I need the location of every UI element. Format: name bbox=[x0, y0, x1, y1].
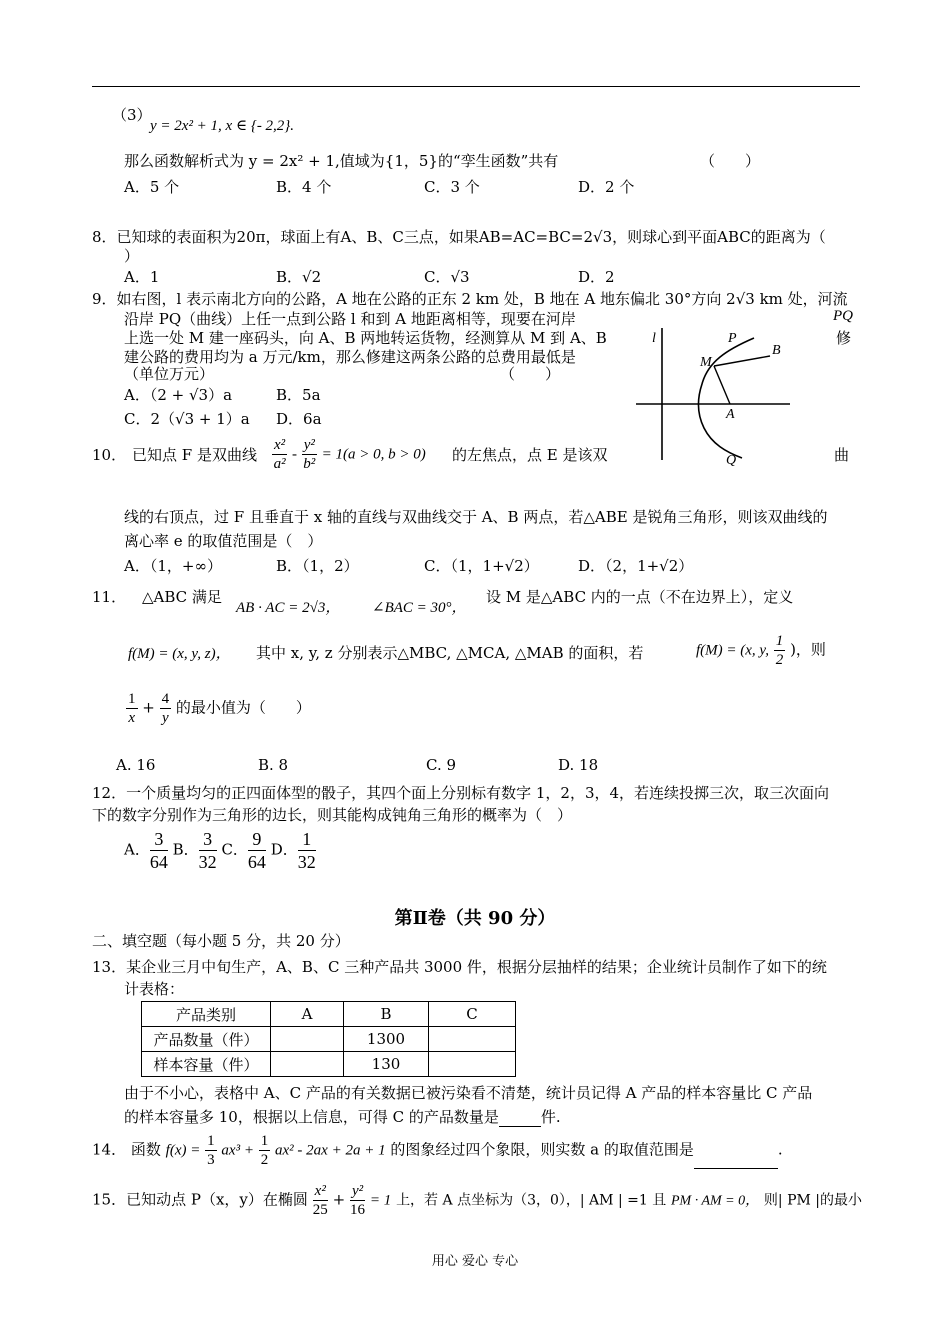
q10-tail: 的左焦点，点 E 是该双 bbox=[452, 446, 608, 464]
q12-option-d-num: 1 bbox=[298, 828, 316, 851]
q12-option-a-label: A． bbox=[124, 840, 150, 859]
q15-eq: = 1 bbox=[369, 1192, 392, 1209]
segment-ma bbox=[714, 366, 730, 404]
q9-option-d: D．6a bbox=[276, 410, 322, 428]
q9-stem-line4: 建公路的费用均为 a 万元/km，那么修建这两条公路的总费用最低是 bbox=[124, 348, 576, 366]
q14-f1-num: 1 bbox=[207, 1133, 215, 1149]
table-header-row bbox=[142, 1002, 516, 1027]
q10-condition: = 1(a > 0, b > 0) bbox=[321, 446, 426, 463]
q14-f2-den: 2 bbox=[260, 1152, 269, 1168]
part2-title: 第Ⅱ卷（共 90 分） bbox=[394, 908, 556, 929]
q12-option-b-den: 32 bbox=[198, 852, 217, 872]
q8-option-b: B．√2 bbox=[276, 268, 322, 286]
q12-options bbox=[124, 828, 316, 873]
header-rule bbox=[92, 86, 860, 87]
q13-line2: 计表格： bbox=[124, 980, 185, 998]
label-q: Q bbox=[726, 453, 737, 468]
q14-f1-den: 3 bbox=[207, 1152, 215, 1168]
q13-answer-blank[interactable] bbox=[499, 1110, 541, 1127]
section-heading: 二、填空题（每小题 5 分，共 20 分） bbox=[92, 932, 350, 950]
q12-option-a-den: 64 bbox=[149, 852, 168, 872]
q9-stem-line2: 沿岸 PQ（曲线）上任一点到公路 l 和到 A 地距离相等，现要在河岸 bbox=[124, 310, 576, 328]
q15-end: 则| PM |的最小 bbox=[763, 1192, 862, 1209]
q11-line3: 的最小值为（ ） bbox=[175, 698, 311, 717]
q14-fx: f(x) = bbox=[165, 1142, 201, 1159]
q15-lead: 15．已知动点 P（x，y）在椭圆 bbox=[92, 1190, 308, 1209]
q12-option-a bbox=[124, 828, 168, 873]
q7-option-c: C．3 个 bbox=[424, 178, 480, 196]
q7-item3-formula: y = 2x² + 1, x ∈ {- 2,2}. bbox=[150, 118, 295, 134]
q10-lead: 已知点 F 是双曲线 bbox=[132, 446, 257, 464]
q14-tail: 的图象经过四个象限，则实数 a 的取值范围是 bbox=[390, 1140, 694, 1159]
table-cell bbox=[271, 1027, 344, 1052]
q14-number: 14． bbox=[92, 1140, 127, 1159]
q14-end: . bbox=[777, 1140, 783, 1159]
q11-expression bbox=[126, 690, 311, 727]
q12-option-c-num: 9 bbox=[248, 828, 266, 851]
q12-option-a-num: 3 bbox=[150, 828, 168, 851]
label-m: M bbox=[700, 355, 712, 370]
q11-plus: + bbox=[142, 698, 155, 717]
q9-paren: （ ） bbox=[500, 365, 561, 383]
q14-term1: ax³ + bbox=[221, 1142, 254, 1159]
q8-stem: 8．已知球的表面积为20π，球面上有A、B、C三点，如果AB=AC=BC=2√3，则球心到平面ABC的距离为（ bbox=[92, 228, 826, 246]
q14-f2-num: 1 bbox=[260, 1133, 269, 1149]
q10-number: 10． bbox=[92, 446, 127, 464]
q11-option-d: D. 18 bbox=[558, 756, 599, 774]
q7-stem: 那么函数解析式为 y = 2x² + 1,值域为{1，5}的“孪生函数”共有 bbox=[124, 152, 559, 170]
q11-lead: △ABC 满足 bbox=[142, 588, 222, 606]
q7-option-d: D．2 个 bbox=[578, 178, 635, 196]
q11-frac-a-den: x bbox=[128, 710, 136, 726]
q15-e2-den: 16 bbox=[350, 1202, 366, 1218]
q10-frac1-den: a² bbox=[273, 456, 286, 472]
q9-option-c: C．2（√3 + 1）a bbox=[124, 410, 250, 428]
q10-line2: 线的右顶点，过 F 且垂直于 x 轴的直线与双曲线交于 A、B 两点，若△ABE 是锐角三角形，则该双曲线的 bbox=[124, 508, 828, 526]
q11-frac-a-num: 1 bbox=[128, 691, 136, 707]
q12-option-c-label: C． bbox=[221, 840, 248, 859]
q12-option-d bbox=[271, 828, 316, 873]
table-cell bbox=[429, 1052, 516, 1077]
table-row bbox=[142, 1052, 516, 1077]
label-a: A bbox=[726, 407, 735, 422]
q12-option-b-label: B． bbox=[172, 840, 199, 859]
table-cell bbox=[271, 1052, 344, 1077]
table-header-cell: A bbox=[271, 1002, 344, 1027]
table-header-cell: 产品类别 bbox=[142, 1002, 271, 1027]
q10-frac2-den: b² bbox=[303, 456, 316, 472]
q13-line1: 13．某企业三月中旬生产，A、B、C 三种产品共 3000 件，根据分层抽样的结果；企业统计员制作了如下的统 bbox=[92, 958, 827, 976]
q10-hyperbola-equation bbox=[272, 436, 426, 473]
q11-half-den: 2 bbox=[775, 652, 784, 668]
q7-paren: （ ） bbox=[700, 152, 761, 170]
q7-option-b: B．4 个 bbox=[276, 178, 332, 196]
q11-tail: 设 M 是△ABC 内的一点（不在边界上），定义 bbox=[486, 588, 794, 606]
q15-line bbox=[92, 1182, 862, 1219]
table-header-cell: C bbox=[429, 1002, 516, 1027]
q11-frac-b-num: 4 bbox=[161, 691, 170, 707]
q13-stat-table bbox=[141, 1001, 516, 1077]
q9-stem-line3-tail: 修 bbox=[836, 329, 852, 347]
q11-number: 11． bbox=[92, 588, 127, 606]
q11-condition-angle: ∠BAC = 30°， bbox=[372, 600, 467, 616]
q12-option-b bbox=[173, 828, 217, 873]
table-cell: 产品数量（件） bbox=[142, 1027, 271, 1052]
q7-item3-label: （3） bbox=[112, 106, 152, 124]
q10-line3: 离心率 e 的取值范围是（ ） bbox=[124, 532, 323, 550]
q15-tail: 上，若 A 点坐标为（3，0），| AM | =1 且 bbox=[396, 1192, 667, 1209]
q7-option-a: A．5 个 bbox=[124, 178, 180, 196]
q11-option-b: B. 8 bbox=[258, 756, 289, 774]
table-header-cell: B bbox=[344, 1002, 429, 1027]
q9-stem-line3: 上选一处 M 建一座码头，向 A、B 两地转运货物，经测算从 M 到 A、B bbox=[124, 329, 607, 347]
q12-option-d-den: 32 bbox=[297, 852, 316, 872]
q14-line bbox=[92, 1132, 783, 1169]
q15-dot: PM · AM = 0， bbox=[671, 1193, 760, 1209]
q13-line3: 由于不小心，表格中 A、C 产品的有关数据已被污染看不清楚，统计员记得 A 产品的样本容量比 C 产品 bbox=[124, 1084, 813, 1102]
q15-e2-num: y² bbox=[351, 1183, 364, 1199]
q9-stem-line2-tail: PQ bbox=[833, 308, 853, 324]
table-cell: 130 bbox=[344, 1052, 429, 1077]
q12-line2: 下的数字分别作为三角形的边长，则其能构成钝角三角形的概率为（ ） bbox=[92, 806, 573, 824]
q12-option-c-den: 64 bbox=[247, 852, 266, 872]
q13-line4-tail: 件. bbox=[540, 1108, 561, 1126]
q10-tail2: 曲 bbox=[834, 446, 850, 464]
segment-mb bbox=[714, 356, 770, 366]
q12-option-d-label: D． bbox=[270, 840, 298, 859]
q8-stem-close: ） bbox=[124, 247, 140, 265]
label-l: l bbox=[652, 331, 656, 346]
q9-stem-line1: 9．如右图，l 表示南北方向的公路，A 地在公路的正东 2 km 处，B 地在 A 地东偏北 30°方向 2√3 km 处，河流 bbox=[92, 290, 848, 308]
label-b: B bbox=[772, 343, 781, 358]
q12-option-c bbox=[221, 828, 265, 873]
q8-option-a: A．1 bbox=[124, 268, 160, 286]
q11-condition-dot: AB · AC = 2√3， bbox=[236, 600, 341, 616]
q10-option-a: A．（1，+∞） bbox=[124, 557, 222, 575]
q10-option-c: C．（1，1+√2） bbox=[424, 557, 539, 575]
q10-option-d: D．（2，1+√2） bbox=[578, 557, 694, 575]
q14-term2: ax² - 2ax + 2a + 1 bbox=[275, 1142, 386, 1159]
q8-option-c: C．√3 bbox=[424, 268, 470, 286]
q10-option-b: B．（1，2） bbox=[276, 557, 359, 575]
q11-option-a: A. 16 bbox=[116, 756, 156, 774]
q10-frac1-num: x² bbox=[274, 437, 286, 453]
q9-stem-line5: （单位万元） bbox=[124, 365, 215, 383]
q11-fm-suffix: )，则 bbox=[790, 640, 826, 659]
q15-e1-num: x² bbox=[314, 1183, 326, 1199]
q14-answer-blank[interactable] bbox=[694, 1152, 778, 1169]
q14-lead: 函数 bbox=[130, 1140, 161, 1159]
q13-line4 bbox=[124, 1106, 561, 1127]
q11-line2: 其中 x, y, z 分别表示△MBC, △MCA, △MAB 的面积，若 bbox=[256, 644, 644, 662]
q9-figure bbox=[630, 320, 800, 470]
table-cell bbox=[429, 1027, 516, 1052]
table-cell: 样本容量（件） bbox=[142, 1052, 271, 1077]
label-p: P bbox=[728, 331, 737, 346]
q11-frac-b-den: y bbox=[162, 710, 169, 726]
q11-option-c: C. 9 bbox=[426, 756, 457, 774]
q15-plus: + bbox=[332, 1190, 346, 1209]
q10-frac2-num: y² bbox=[303, 437, 315, 453]
page-footer: 用心 爱心 专心 bbox=[431, 1254, 519, 1269]
q15-e1-den: 25 bbox=[312, 1202, 328, 1218]
q9-option-b: B．5a bbox=[276, 386, 321, 404]
q11-fm-def: f(M) = (x, y, z)， bbox=[128, 646, 231, 662]
q9-option-a: A．（2 + √3）a bbox=[124, 386, 233, 404]
q11-half-num: 1 bbox=[775, 633, 784, 649]
q13-line4-text: 的样本容量多 10，根据以上信息，可得 C 的产品数量是 bbox=[124, 1108, 499, 1126]
q10-minus: - bbox=[291, 446, 297, 463]
q12-option-b-num: 3 bbox=[199, 828, 217, 851]
table-cell: 1300 bbox=[344, 1027, 429, 1052]
q11-fm-value bbox=[696, 632, 826, 669]
table-row bbox=[142, 1027, 516, 1052]
q8-option-d: D．2 bbox=[578, 268, 615, 286]
q12-line1: 12．一个质量均匀的正四面体型的骰子，其四个面上分别标有数字 1，2，3，4，若连续投掷三次，取三次面向 bbox=[92, 784, 830, 802]
q11-fm-prefix: f(M) = (x, y, bbox=[696, 642, 770, 659]
